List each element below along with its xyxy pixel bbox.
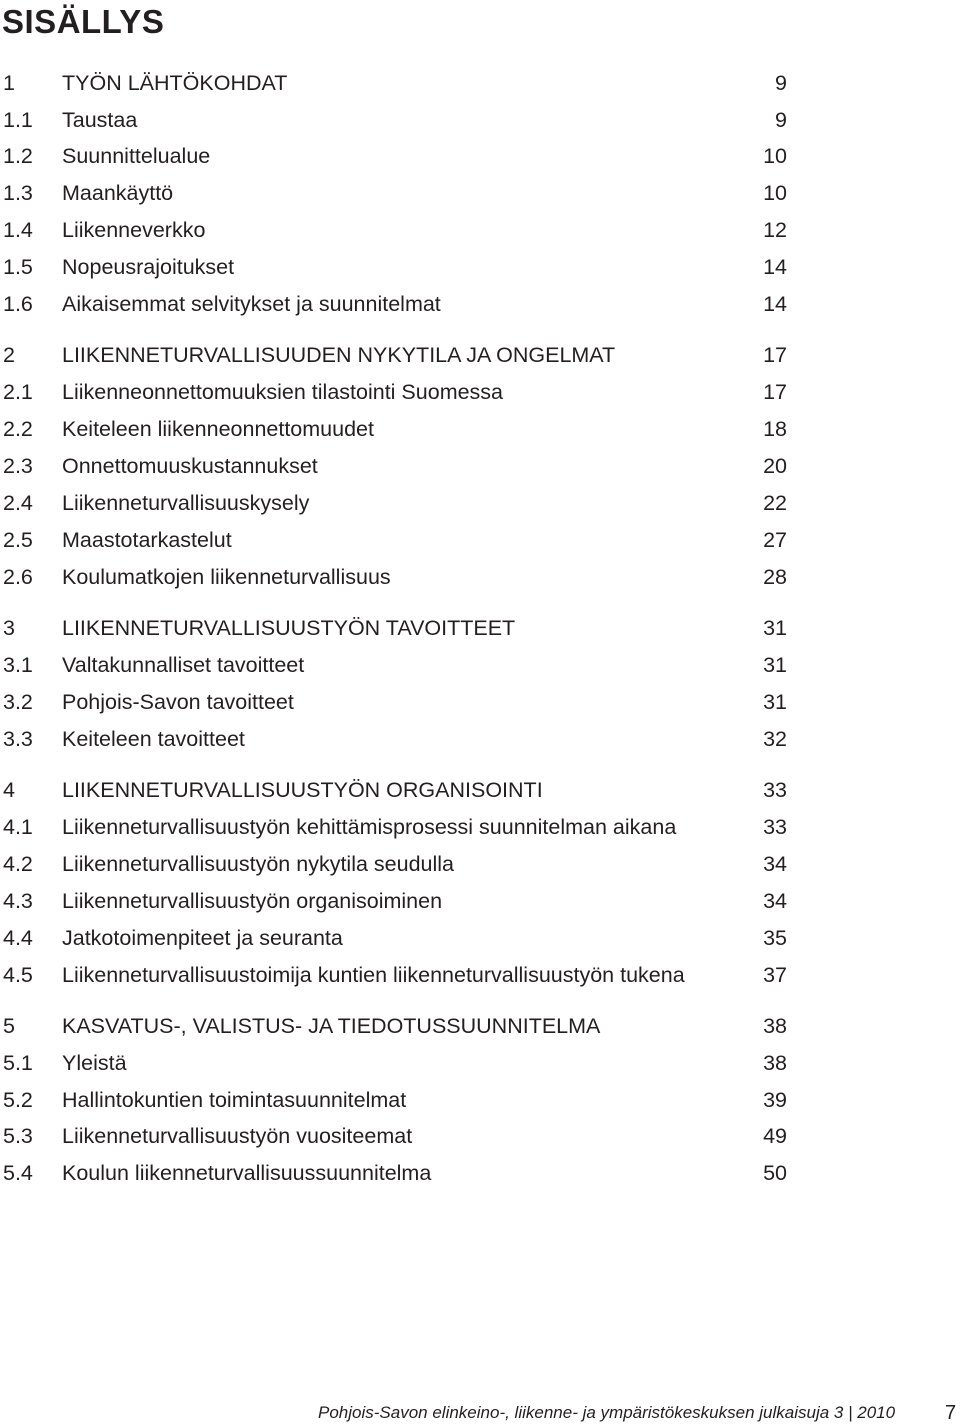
toc-entry-title: Keiteleen liikenneonnettomuudet: [62, 417, 374, 441]
toc-entry-title: Liikenneturvallisuustyön kehittämisprosessi suunnitelman aikana: [62, 815, 677, 839]
toc-entry-page: 28: [763, 565, 787, 589]
toc-entry-title: Koulumatkojen liikenneturvallisuus: [62, 565, 391, 589]
toc-entry-number: 2.6: [3, 565, 33, 589]
toc-entry-number: 4.5: [3, 963, 33, 987]
toc-entry: [0, 687, 800, 717]
toc-entry: [0, 141, 800, 171]
toc-entry-number: 4.3: [3, 889, 33, 913]
toc-entry-number: 1.1: [3, 108, 33, 132]
toc-entry: [0, 340, 800, 370]
toc-entry-number: 5.3: [3, 1124, 33, 1148]
toc-entry-page: 49: [763, 1124, 787, 1148]
toc-entry: [0, 1158, 800, 1188]
toc-entry: [0, 451, 800, 481]
toc-entry-page: 37: [763, 963, 787, 987]
toc-entry: [0, 178, 800, 208]
toc-entry-page: 17: [763, 343, 787, 367]
toc-entry: [0, 650, 800, 680]
toc-entry-title: Hallintokuntien toimintasuunnitelmat: [62, 1088, 407, 1112]
toc-entry: [0, 377, 800, 407]
toc-entry-number: 4.2: [3, 852, 33, 876]
toc-entry-title: Nopeusrajoitukset: [62, 255, 235, 279]
toc-entry-number: 1.2: [3, 144, 33, 168]
toc-entry: [0, 215, 800, 245]
toc-entry-page: 18: [763, 417, 787, 441]
toc-entry-number: 3.3: [3, 727, 33, 751]
toc-entry-title: Yleistä: [62, 1051, 127, 1075]
toc-entry-page: 17: [763, 380, 787, 404]
page-title: SISÄLLYS: [2, 3, 165, 40]
toc-entry-page: 31: [763, 690, 787, 714]
toc-entry-page: 38: [763, 1051, 787, 1075]
toc-entry-page: 20: [763, 454, 787, 478]
toc-entry-title: Suunnittelualue: [62, 144, 211, 168]
toc-entry-title: Liikenneturvallisuustoimija kuntien liikenneturvallisuustyön tukena: [62, 963, 685, 987]
toc-entry-number: 4.1: [3, 815, 33, 839]
toc-entry-page: 34: [763, 889, 787, 913]
toc-entry-number: 5.1: [3, 1051, 33, 1075]
toc-entry-page: 9: [775, 108, 787, 132]
toc-entry-page: 50: [763, 1161, 787, 1185]
toc-entry-page: 31: [763, 616, 787, 640]
toc-entry-title: Valtakunnalliset tavoitteet: [62, 653, 305, 677]
toc-entry: [0, 886, 800, 916]
toc-entry-title: Liikenneturvallisuustyön nykytila seudulla: [62, 852, 454, 876]
toc-entry-page: 33: [763, 815, 787, 839]
toc-entry-title: Liikenneonnettomuuksien tilastointi Suomessa: [62, 380, 504, 404]
toc-entry-number: 2.4: [3, 491, 33, 515]
toc-entry-title: Keiteleen tavoitteet: [62, 727, 245, 751]
toc-entry-page: 39: [763, 1088, 787, 1112]
toc-entry: [0, 960, 800, 990]
toc-entry-title: Maankäyttö: [62, 181, 174, 205]
toc-entry-title: Taustaa: [62, 108, 138, 132]
toc-entry: [0, 724, 800, 754]
toc-entry-page: 27: [763, 528, 787, 552]
toc-entry-page: 35: [763, 926, 787, 950]
toc-entry-title: LIIKENNETURVALLISUUSTYÖN TAVOITTEET: [62, 616, 516, 640]
toc-entry: [0, 289, 800, 319]
toc-entry-number: 3.1: [3, 653, 33, 677]
toc-entry-title: Maastotarkastelut: [62, 528, 232, 552]
toc-entry: [0, 488, 800, 518]
toc-entry: [0, 68, 800, 98]
toc-entry-number: 1.4: [3, 218, 33, 242]
toc-entry-title: Koulun liikenneturvallisuussuunnitelma: [62, 1161, 432, 1185]
toc-entry-number: 5.2: [3, 1088, 33, 1112]
toc-entry-title: Jatkotoimenpiteet ja seuranta: [62, 926, 343, 950]
toc-entry-number: 5.4: [3, 1161, 33, 1185]
toc-entry: [0, 105, 800, 135]
toc-entry-page: 12: [763, 218, 787, 242]
toc-entry: [0, 1011, 800, 1041]
toc-entry-title: Liikenneverkko: [62, 218, 206, 242]
toc-entry: [0, 1048, 800, 1078]
toc-entry-number: 1.6: [3, 292, 33, 316]
toc-entry-page: 33: [763, 778, 787, 802]
toc-entry-title: Liikenneturvallisuuskysely: [62, 491, 310, 515]
toc-entry-number: 3.2: [3, 690, 33, 714]
toc-entry: [0, 562, 800, 592]
toc-entry-page: 38: [763, 1014, 787, 1038]
toc-entry-page: 31: [763, 653, 787, 677]
toc-entry-number: 5: [3, 1014, 15, 1038]
toc-entry: [0, 613, 800, 643]
toc-entry-page: 34: [763, 852, 787, 876]
toc-entry-title: Pohjois-Savon tavoitteet: [62, 690, 294, 714]
toc-entry-page: 10: [763, 181, 787, 205]
toc-entry-number: 4: [3, 778, 15, 802]
publication-series: Pohjois-Savon elinkeino-, liikenne- ja ympäristökeskuksen julkaisuja 3 | 2010: [318, 1403, 896, 1422]
toc-entry-number: 1: [3, 71, 15, 95]
toc-entry-title: Liikenneturvallisuustyön organisoiminen: [62, 889, 443, 913]
toc-entry-number: 2.2: [3, 417, 33, 441]
toc-entry: [0, 525, 800, 555]
page-number: 7: [945, 1402, 957, 1424]
toc-entry-page: 10: [763, 144, 787, 168]
toc-entry: [0, 923, 800, 953]
toc-entry-number: 1.5: [3, 255, 33, 279]
toc-entry-title: KASVATUS-, VALISTUS- JA TIEDOTUSSUUNNITELMA: [62, 1014, 601, 1038]
toc-entry-title: LIIKENNETURVALLISUUDEN NYKYTILA JA ONGELMAT: [62, 343, 616, 367]
toc-entry-page: 9: [775, 71, 787, 95]
toc-entry-number: 1.3: [3, 181, 33, 205]
toc-entry: [0, 414, 800, 444]
toc-entry-title: LIIKENNETURVALLISUUSTYÖN ORGANISOINTI: [62, 778, 543, 802]
toc-entry: [0, 812, 800, 842]
toc-entry-title: TYÖN LÄHTÖKOHDAT: [62, 71, 288, 95]
toc-entry-number: 3: [3, 616, 15, 640]
toc-entry-page: 14: [763, 292, 787, 316]
toc-entry: [0, 1121, 800, 1151]
toc-entry-number: 4.4: [3, 926, 33, 950]
toc-entry-number: 2.5: [3, 528, 33, 552]
toc-entry-title: Onnettomuuskustannukset: [62, 454, 318, 478]
toc-entry: [0, 775, 800, 805]
toc-entry-title: Liikenneturvallisuustyön vuositeemat: [62, 1124, 413, 1148]
toc-entry: [0, 849, 800, 879]
toc-entry: [0, 252, 800, 282]
toc-entry-page: 14: [763, 255, 787, 279]
toc-entry-page: 22: [763, 491, 787, 515]
toc-entry: [0, 1085, 800, 1115]
toc-entry-number: 2: [3, 343, 15, 367]
toc-entry-title: Aikaisemmat selvitykset ja suunnitelmat: [62, 292, 441, 316]
toc-entry-number: 2.1: [3, 380, 33, 404]
toc-entry-number: 2.3: [3, 454, 33, 478]
toc-entry-page: 32: [763, 727, 787, 751]
